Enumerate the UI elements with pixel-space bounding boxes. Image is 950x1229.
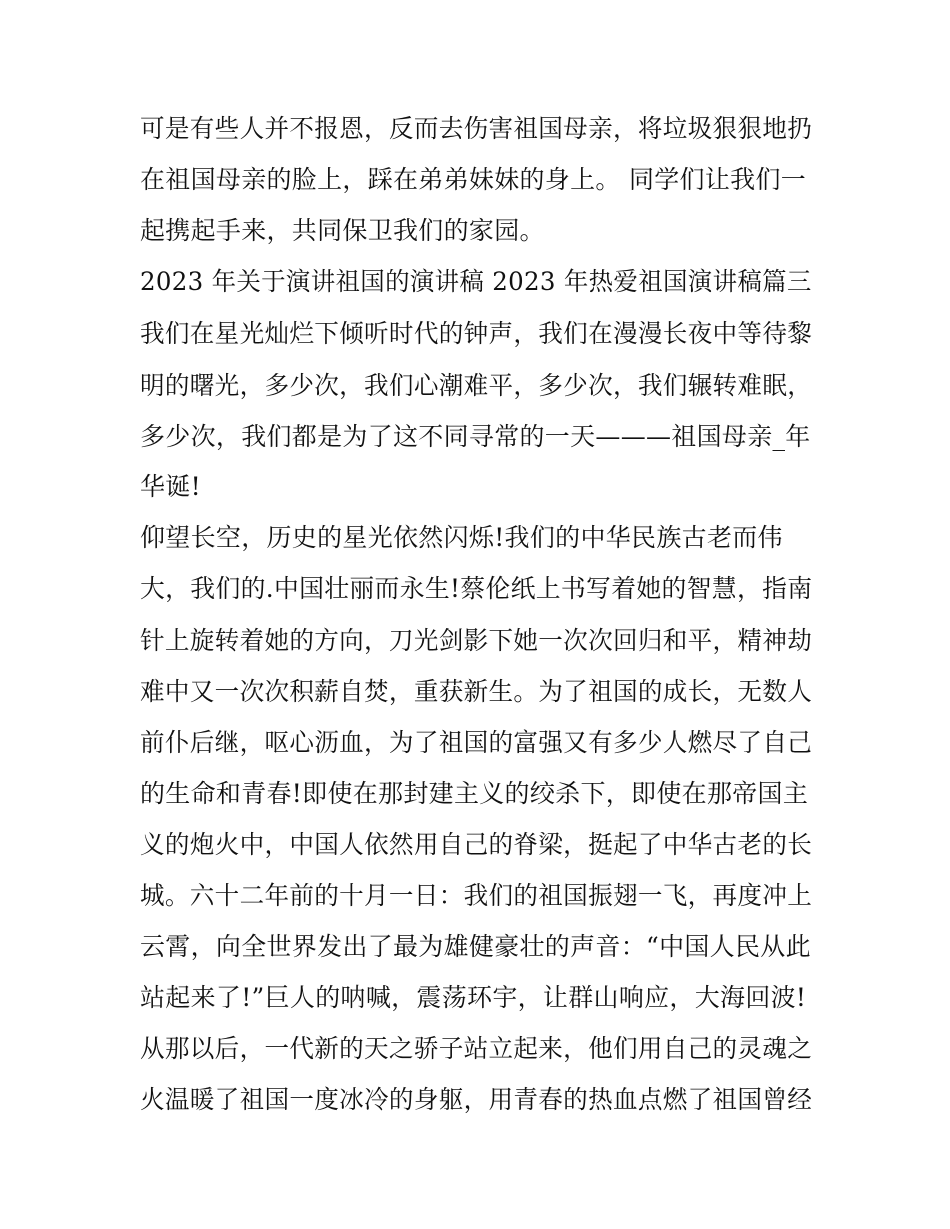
text-line: 的生命和青春!即使在那封建主义的绞杀下，即使在那帝国主 — [140, 779, 809, 808]
text-line: 仰望长空，历史的星光依然闪烁!我们的中华民族古老而伟 — [140, 523, 783, 552]
text-line: 可是有些人并不报恩，反而去伤害祖国母亲，将垃圾狠狠地扔 — [140, 114, 813, 143]
text-line: 明的曙光，多少次，我们心潮难平，多少次，我们辗转难眠， — [140, 371, 813, 400]
text-line: 前仆后继，呕心沥血，为了祖国的富强又有多少人燃尽了自己 — [140, 728, 813, 757]
text-line: 我们在星光灿烂下倾听时代的钟声，我们在漫漫长夜中等待黎 — [140, 319, 813, 348]
text-line: 针上旋转着她的方向，刀光剑影下她一次次回归和平，精神劫 — [140, 626, 813, 655]
text-line: 起携起手来，共同保卫我们的家园。 — [140, 216, 545, 245]
text-line: 云霄，向全世界发出了最为雄健豪壮的声音：“中国人民从此 — [140, 932, 811, 961]
text-line: 城。六十二年前的十月一日：我们的祖国振翅一飞，再度冲上 — [140, 881, 813, 910]
text-line: 华诞! — [140, 472, 201, 501]
text-line: 难中又一次次积薪自焚，重获新生。为了祖国的成长，无数人 — [140, 677, 813, 706]
text-line: 大，我们的.中国壮丽而永生!蔡伦纸上书写着她的智慧，指南 — [140, 574, 813, 603]
text-line: 义的炮火中，中国人依然用自己的脊梁，挺起了中华古老的长 — [140, 830, 813, 859]
text-line: 从那以后，一代新的天之骄子站立起来，他们用自己的灵魂之 — [140, 1034, 813, 1063]
text-line: 多少次，我们都是为了这不同寻常的一天———祖国母亲_年 — [140, 422, 811, 451]
section-heading: 2023 年关于演讲祖国的演讲稿 2023 年热爱祖国演讲稿篇三 — [140, 267, 812, 296]
text-line: 站起来了!”巨人的呐喊，震荡环宇，让群山响应，大海回波! — [140, 983, 807, 1012]
text-line: 火温暖了祖国一度冰冷的身躯，用青春的热血点燃了祖国曾经 — [140, 1085, 813, 1114]
text-line: 在祖国母亲的脸上，踩在弟弟妹妹的身上。 同学们让我们一 — [140, 165, 807, 194]
